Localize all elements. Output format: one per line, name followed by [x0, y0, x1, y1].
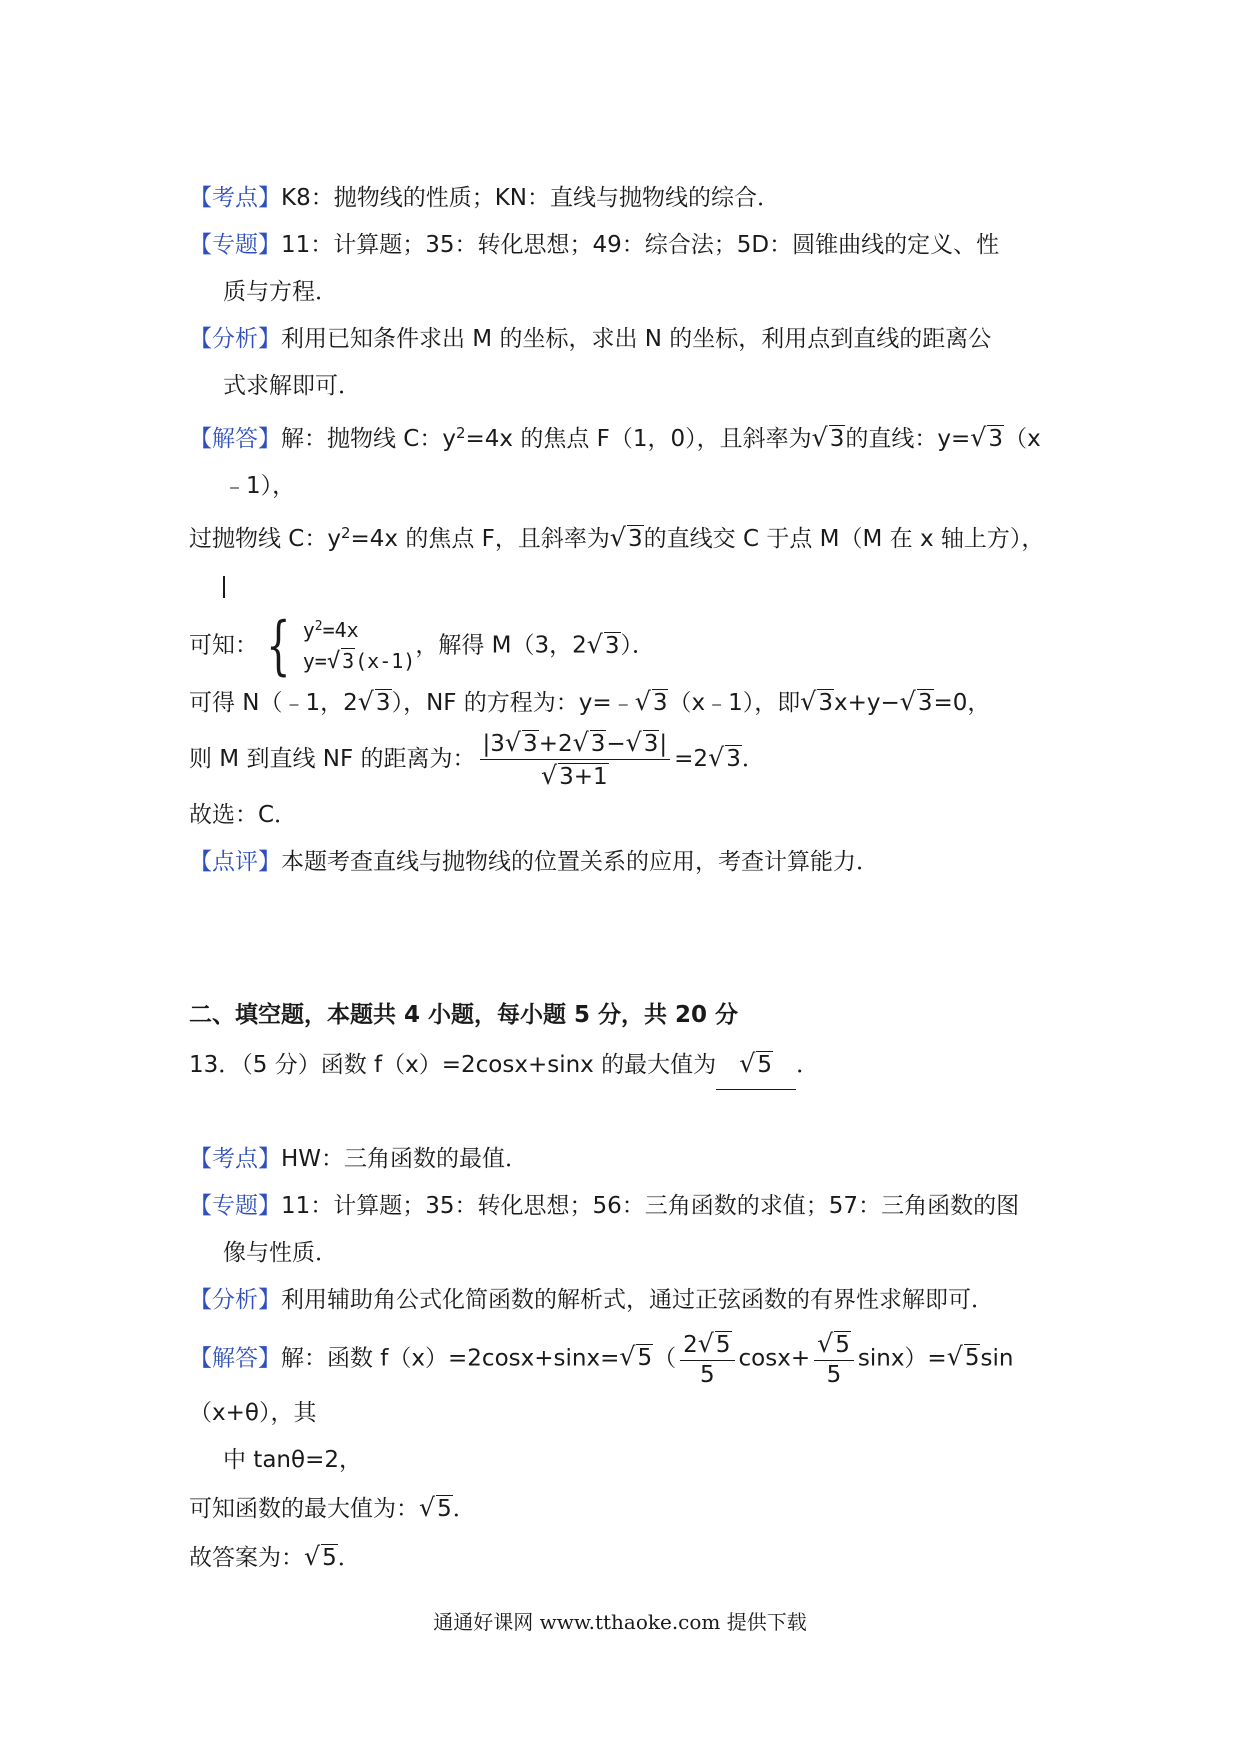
sqrt-expr: √5 — [739, 1049, 772, 1078]
q13-line3 — [189, 1484, 1059, 1533]
line-text: ，解得 M（3，2 — [415, 632, 587, 659]
sqrt-expr: √3 — [800, 687, 833, 717]
eq-text: y= — [302, 648, 327, 673]
eq-text: y — [302, 617, 315, 642]
radicand: 3 — [342, 648, 355, 673]
zhuanti-tag: 【专题】 — [189, 232, 281, 258]
q12-line4 — [189, 609, 1059, 684]
dianping-text: 本题考查直线与抛物线的位置关系的应用，考查计算能力． — [281, 848, 879, 875]
sqrt-expr: √3 — [970, 423, 1004, 453]
line-text: =2 — [674, 746, 709, 773]
eq-text: (x-1) — [355, 648, 416, 673]
line-text: ． — [741, 746, 765, 773]
q13-stem — [189, 1040, 1059, 1090]
jieda-text: sin（x+θ），其 — [189, 1345, 1014, 1426]
answer-blank — [716, 1040, 796, 1090]
sqrt-expr: √5 — [697, 1329, 731, 1358]
sqrt-expr: √5 — [419, 1492, 452, 1522]
jieda-text: （x — [1004, 426, 1041, 453]
sqrt-expr: √5 — [817, 1329, 850, 1358]
left-brace-icon: { — [266, 609, 291, 684]
q12-kaodian — [189, 175, 1059, 222]
radicand: 5 — [757, 1052, 772, 1078]
line-text: ． — [337, 1544, 361, 1571]
radicand: 3 — [652, 690, 668, 717]
line-text: 过抛物线 C：y — [189, 526, 341, 553]
jieda-text: =4x 的焦点 F（1，0），且斜率为 — [465, 426, 812, 453]
q13-solution — [189, 1136, 1059, 1582]
num-text: 2 — [683, 1332, 698, 1358]
jieda-text-cont: ﹣1）， — [223, 473, 296, 500]
radicand: 3 — [917, 690, 933, 717]
sqrt-expr: √3 — [572, 728, 606, 758]
zhuanti-tag: 【专题】 — [189, 1193, 281, 1219]
sqrt-expr: √3 — [899, 687, 933, 717]
radicand: 3 — [643, 731, 659, 758]
dianping-tag: 【点评】 — [189, 848, 281, 875]
jieda-tag: 【解答】 — [189, 1345, 281, 1372]
text-cursor-icon — [223, 576, 225, 598]
radicand: 3 — [829, 426, 845, 453]
q12-zhuanti — [189, 222, 1059, 316]
radicand: 5 — [322, 1544, 337, 1571]
radicand: 5 — [964, 1345, 980, 1372]
q12-dianping — [189, 839, 1059, 886]
distance-fraction — [480, 727, 671, 792]
sqrt-expr: √3 — [708, 743, 741, 773]
q12-fenxi — [189, 316, 1059, 410]
section-heading: 二、填空题，本题共 4 小题，每小题 5 分，共 20 分 — [189, 1002, 739, 1028]
line-text: 则 M 到直线 NF 的距离为： — [189, 746, 476, 773]
fenxi-tag: 【分析】 — [189, 1287, 281, 1313]
sqrt-expr: √3 — [634, 687, 668, 717]
fraction-denominator: 5 — [826, 1361, 842, 1388]
superscript: 2 — [314, 618, 323, 634]
radicand: 3 — [523, 731, 538, 758]
radicand: 3 — [628, 526, 643, 553]
jieda-text: （ — [653, 1345, 677, 1372]
q12-jieda — [189, 410, 1059, 510]
kaodian-tag: 【考点】 — [189, 185, 281, 211]
jieda-text: 解：函数 f（x）=2cosx+sinx= — [281, 1345, 620, 1372]
superscript: 2 — [340, 524, 351, 543]
jieda-tag: 【解答】 — [189, 426, 281, 453]
q13-kaodian — [189, 1136, 1059, 1183]
line-text: 可得 N（﹣1，2 — [189, 690, 358, 717]
zhuanti-text: 11：计算题；35：转化思想；56：三角函数的求值；57：三角函数的图 — [281, 1193, 1020, 1219]
page-footer: 通通好课网 www.tthaoke.com 提供下载 — [433, 1610, 807, 1634]
kaodian-text: K8：抛物线的性质；KN：直线与抛物线的综合． — [281, 185, 781, 211]
sqrt-expr: √3+1 — [541, 761, 608, 791]
radicand: 5 — [835, 1332, 850, 1358]
fraction-sqrt5-over-5 — [814, 1328, 854, 1390]
q13-stem-text: ． — [796, 1052, 820, 1078]
fraction-denominator: 5 — [699, 1361, 715, 1388]
radicand: 3 — [988, 426, 1004, 453]
equation-1 — [303, 615, 416, 645]
radicand: 5 — [437, 1495, 452, 1522]
kaodian-tag: 【考点】 — [189, 1146, 281, 1172]
q13-zhuanti — [189, 1183, 1059, 1277]
radicand: 3+1 — [559, 764, 608, 791]
sqrt-expr: √3 — [625, 728, 659, 758]
equation-2 — [303, 645, 416, 678]
q12-line3 — [189, 510, 1059, 610]
sqrt-expr: √3 — [504, 728, 538, 758]
zhuanti-text: 11：计算题；35：转化思想；49：综合法；5D：圆锥曲线的定义、性 — [281, 232, 1000, 258]
num-text: +2 — [538, 731, 573, 758]
fraction-numerator — [480, 727, 671, 760]
sqrt-expr: √3 — [586, 629, 620, 659]
sqrt-expr: √3 — [357, 687, 391, 717]
jieda-text: sinx）= — [857, 1345, 947, 1372]
sqrt-expr: √ 3 — [326, 648, 355, 674]
num-text: − — [606, 731, 626, 758]
kaodian-text: HW：三角函数的最值． — [281, 1146, 529, 1172]
line-text: 可知： — [189, 632, 258, 659]
fenxi-text-cont: 式求解即可． — [223, 373, 361, 399]
radicand: 5 — [637, 1345, 653, 1372]
jieda-text: 解：抛物线 C：y — [281, 426, 456, 453]
sqrt-expr: √5 — [946, 1342, 980, 1372]
radicand: 5 — [715, 1332, 731, 1358]
fenxi-text: 利用已知条件求出 M 的坐标，求出 N 的坐标，利用点到直线的距离公 — [281, 326, 992, 352]
q13-fenxi — [189, 1277, 1059, 1324]
q12-solution — [189, 175, 1059, 886]
line-text: 可知函数的最大值为： — [189, 1495, 419, 1522]
q12-line5 — [189, 678, 1059, 727]
line-text: ． — [452, 1495, 476, 1522]
radicand: 3 — [604, 632, 620, 659]
line-text: ），NF 的方程为：y=﹣ — [391, 690, 635, 717]
zhuanti-text-cont: 像与性质． — [223, 1240, 338, 1266]
line-text: x+y− — [833, 690, 900, 717]
q12-line6 — [189, 727, 1059, 792]
sqrt-expr: √3 — [609, 523, 643, 553]
sqrt-expr: √3 — [811, 423, 845, 453]
zhuanti-text-cont: 质与方程． — [223, 279, 338, 305]
line-text: =4x 的焦点 F，且斜率为 — [350, 526, 610, 553]
jieda-text: 的直线：y= — [845, 426, 971, 453]
fraction-2sqrt5-over-5 — [680, 1328, 734, 1390]
fenxi-text: 利用辅助角公式化简函数的解析式，通过正弦函数的有界性求解即可． — [281, 1287, 994, 1313]
q13-jieda — [189, 1328, 1059, 1484]
fenxi-tag: 【分析】 — [189, 326, 281, 352]
line-text: （x﹣1），即 — [668, 690, 801, 717]
num-text: | — [659, 731, 668, 758]
fraction-denominator — [480, 760, 671, 792]
fraction-numerator — [680, 1328, 734, 1361]
jieda-text: cosx+ — [738, 1345, 811, 1372]
q12-line7: 故选：C． — [189, 801, 298, 828]
eq-text: =4x — [322, 617, 359, 642]
q13-stem-text: 13．（5 分）函数 f（x）=2cosx+sinx 的最大值为 — [189, 1052, 717, 1078]
equation-list — [303, 615, 416, 678]
q13-line4 — [189, 1533, 1059, 1582]
sqrt-expr: √5 — [619, 1342, 653, 1372]
superscript: 2 — [455, 424, 466, 442]
jieda-text-cont: 中 tanθ=2， — [223, 1446, 362, 1473]
radicand: 3 — [375, 690, 391, 717]
line-text: 的直线交 C 于点 M（M 在 x 轴上方）， — [643, 526, 1045, 553]
line-text: ）． — [620, 632, 656, 659]
sqrt-expr: √5 — [304, 1541, 337, 1571]
text-cursor-line — [189, 563, 1059, 610]
line-text: 故答案为： — [189, 1544, 304, 1571]
num-text: |3 — [482, 731, 505, 758]
radicand: 3 — [818, 690, 833, 717]
equation-system — [258, 609, 416, 684]
radicand: 3 — [590, 731, 606, 758]
fraction-numerator — [814, 1328, 854, 1361]
radicand: 3 — [726, 746, 741, 773]
line-text: =0， — [933, 690, 991, 717]
